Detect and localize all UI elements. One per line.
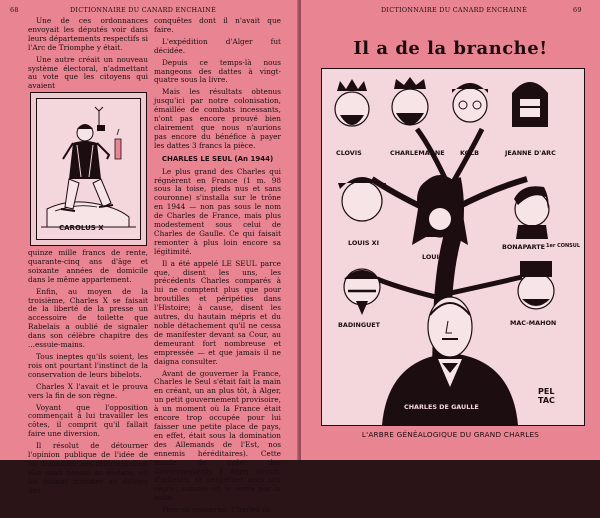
- label-badinguet: BADINGUET: [338, 321, 381, 329]
- label-louis-xi: LOUIS XI: [348, 239, 379, 247]
- left-col2: [154, 17, 281, 518]
- paragraph: Avant de gouverner la France, Charles le Seul s'était fait la main en créant, un an plus tôt, à Alger, un petit gouvernement provisoire, à un moment où la France était encore trop occupée pour lui faisser une petite place de pays, en effet, était sous la domination des Allemands de l'Est, nos ennemis héréditaires). Cette manie de créer des Gouvernements à Alger devait, d'ailleurs, se perpétuer sous son règne, comme on le verra par la suite.: [154, 368, 281, 503]
- label-clovis: CLOVIS: [336, 149, 362, 157]
- paragraph: Charles X l'avait et le prouva vers la fin de son règne.: [28, 381, 148, 400]
- page-number-right: 69: [573, 6, 582, 14]
- label-charlemagne: CHARLEMAGNE: [390, 149, 445, 157]
- paragraph: Depuis ce temps-là nous mangeons des dattes à vingt-quatre sous la livre.: [154, 57, 281, 85]
- paragraph: Il résolut de détourner l'opinion publique de l'idée de lui demander des réformes dont elle avait besoin au dedans, en lui faisant miroiter au dehors des: [28, 441, 148, 495]
- label-bonaparte: BONAPARTE: [502, 243, 545, 251]
- paragraph: Enfin, au moyen de la troisième, Charles X se faisait de la liberté de la presse un accessoire de toilette que Rabelais a oublié de signaler dans son célèbre chapitre des ...essuie-mains.: [28, 286, 148, 350]
- king-on-trampled-figure-drawing: [37, 99, 140, 239]
- jeanne-darc-head: [512, 82, 548, 127]
- paragraph: quinze mille francs de rente, quarante-cinq ans d'âge et soixante années de domicile dans le même appartement.: [28, 248, 148, 284]
- cartoon-title: Il a de la branche!: [353, 38, 548, 59]
- running-head-right: DICTIONNAIRE DU CANARD ENCHAINÉ: [381, 6, 528, 14]
- paragraph: Une autre créait un nouveau système électoral, n'admettant au vote que les citoyens qui avaient: [28, 54, 148, 91]
- cartoon-caption: L'ARBRE GÉNÉALOGIQUE DU GRAND CHARLES: [361, 430, 540, 439]
- paragraph: Il a été appelé LE SEUL parce que, disent les uns, les précédents Charles comparés à lui ne comptent plus que pour broutilles et péripéties dans l'Histoire; à cause, disent les autres, du hautain mépris et du noble détachement qu'il ne cessa de manifester devant sa Cour, au demeurant fort nombreuse et empressée — et que jamais il ne daigna consulter.: [154, 258, 281, 366]
- label-louis-xiv: LOUIS XIV: [422, 253, 458, 261]
- label-mac-mahon: MAC-MAHON: [510, 319, 557, 327]
- kolb-head: [452, 83, 488, 122]
- paragraph: L'expédition d'Alger fut décidée.: [154, 36, 281, 55]
- mac-mahon-head: [518, 261, 554, 309]
- bonaparte-head: [514, 186, 549, 239]
- illustration-panel: [36, 98, 141, 240]
- paragraph: conquêtes dont il n'avait que faire.: [154, 16, 281, 34]
- paragraph: Tous ineptes qu'ils soient, les rois ont pourtant l'instinct de la conservation de leurs bibelots.: [28, 351, 148, 379]
- badinguet-head: [344, 269, 380, 315]
- label-jeanne-darc: JEANNE D'ARC: [505, 149, 556, 157]
- page-number-left: 68: [10, 6, 19, 14]
- section-title: CHARLES LE SEUL (An 1944): [161, 154, 274, 163]
- charlemagne-head: [392, 77, 428, 125]
- paragraph: Pour sa gouverne, Charles de: [162, 505, 272, 515]
- family-tree-cartoon: [321, 68, 585, 426]
- paragraph: Voyant que l'opposition commençait à lui travailler les côtes, il comprit qu'il fallait faire une diversion.: [28, 402, 148, 439]
- running-head-left: DICTIONNAIRE DU CANARD ENCHAINÉ: [70, 6, 217, 14]
- artist-signature: PEL TAC: [538, 387, 555, 405]
- paragraph: Mais les résultats obtenus jusqu'ici par notre colonisation, émaillée de combats incessants, n'ont pas encore prouvé bien clairement que nous n'aurions pas encore du bénéfice à payer les dattes 3 francs la pièce.: [154, 87, 281, 150]
- paragraph: Une de ces ordonnances envoyait les députés voir dans leurs départements respectifs si l'Arc de Triomphe y était.: [28, 16, 148, 52]
- carolus-illustration: [30, 92, 147, 246]
- clovis-head: [335, 79, 369, 126]
- left-page: [0, 0, 299, 515]
- right-page: [301, 0, 600, 460]
- label-kolb: KOLB: [460, 149, 480, 157]
- left-col1-bottom: [28, 249, 148, 499]
- louis-xi-head: [338, 177, 386, 221]
- paragraph: Le plus grand des Charles qui régnèrent en France (1 m. 98 sous la toise, pieds nus et sans couronne) s'installa sur le trône en 1944 — non pas sous le nom de Charles de France, mais plus modestement sous celui de Charles de Gaulle. Ce qui faisait remonter à plus loin encore sa légitimité.: [154, 166, 281, 256]
- label-charles-de-gaulle: CHARLES DE GAULLE: [404, 403, 479, 411]
- label-first-consul: 1er CONSUL: [546, 243, 581, 249]
- left-col1-top: [28, 17, 148, 94]
- illustration-caption: CAROLUS X: [59, 224, 104, 232]
